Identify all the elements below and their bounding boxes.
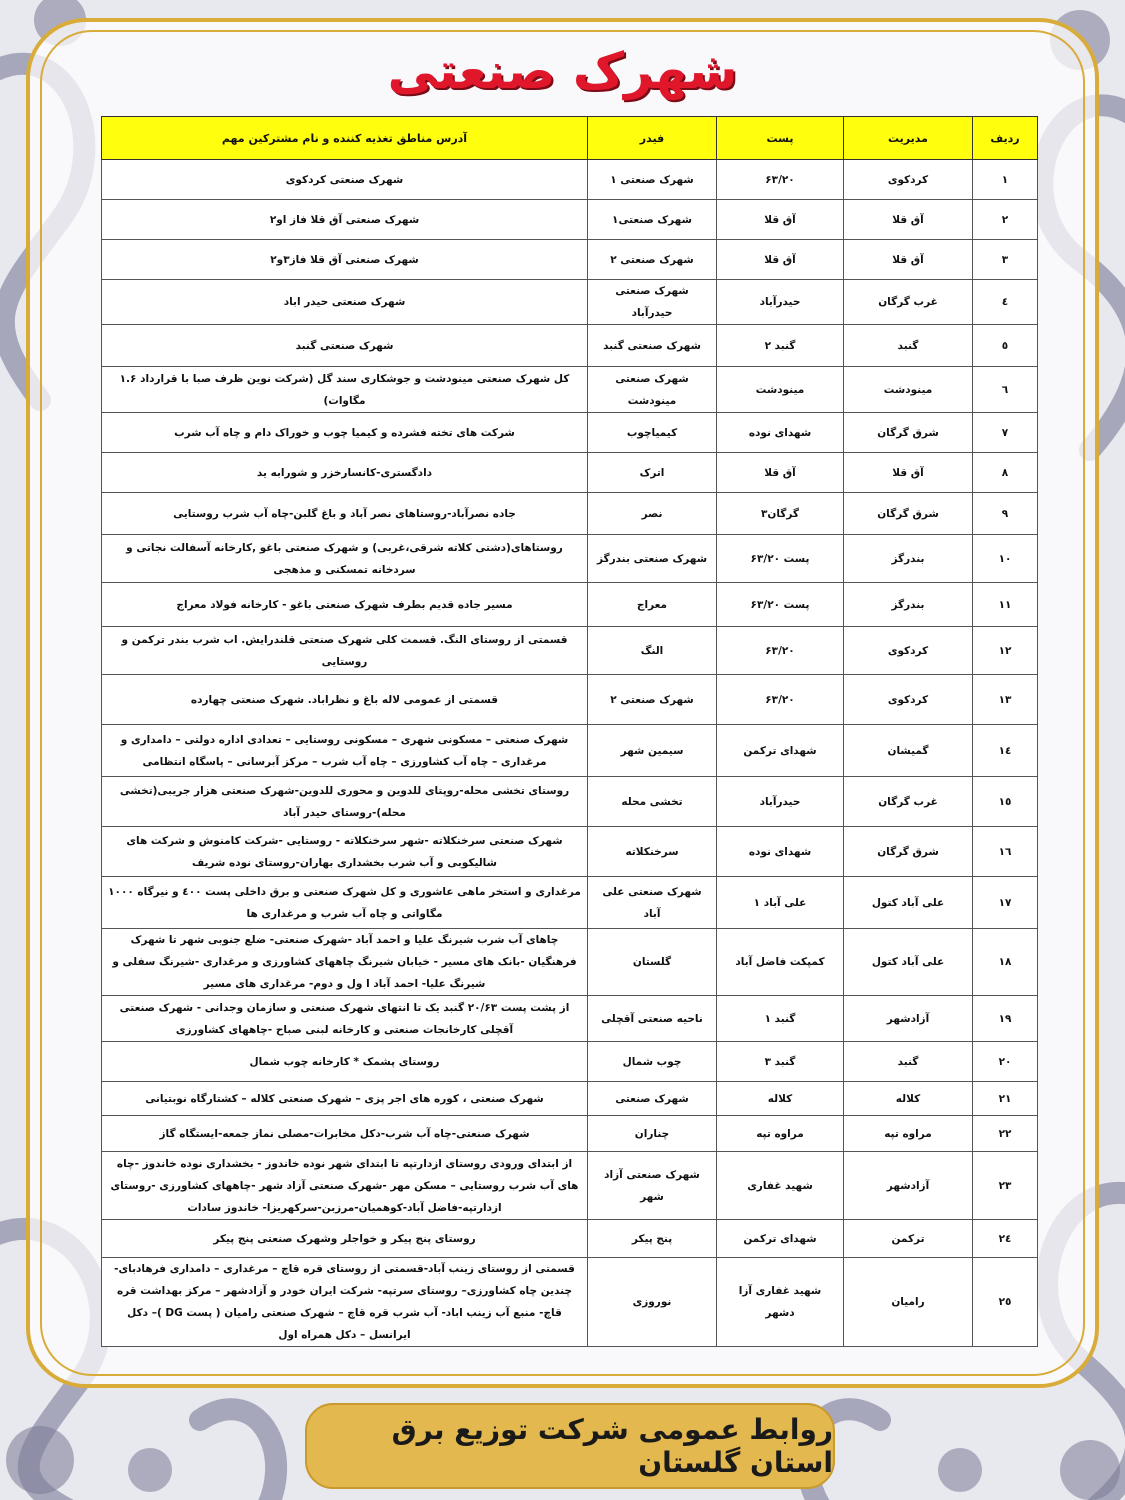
post-cell: ۶۳/۲۰: [717, 675, 844, 725]
feeder-cell: نصر: [588, 493, 717, 535]
management-cell: غرب گرگان: [844, 777, 973, 827]
table-row: [102, 1220, 1038, 1258]
table-row: [102, 493, 1038, 535]
address-cell: مسیر جاده قدیم بطرف شهرک صنعتی باغو - کارخانه فولاد معراج: [102, 583, 588, 627]
post-cell: علی آباد ۱: [717, 877, 844, 929]
table-row: [102, 929, 1038, 996]
post-cell: پست ۶۳/۲۰: [717, 535, 844, 583]
post-cell: آق قلا: [717, 200, 844, 240]
post-cell: گنبد ۲: [717, 325, 844, 367]
row-number-cell: ٢٠: [973, 1042, 1038, 1082]
substations-table: [101, 116, 1038, 1347]
feeder-cell: شهرک صنعتی علی آباد: [588, 877, 717, 929]
feeder-cell: شهرک صنعتی بندرگز: [588, 535, 717, 583]
management-cell: شرق گرگان: [844, 493, 973, 535]
management-cell: شرق گرگان: [844, 413, 973, 453]
post-cell: پست ۶۳/۲۰: [717, 583, 844, 627]
management-cell: آق قلا: [844, 240, 973, 280]
header-post: پست: [717, 117, 844, 160]
post-cell: شهدای نوده: [717, 413, 844, 453]
post-cell: مراوه تپه: [717, 1116, 844, 1152]
management-cell: آزادشهر: [844, 1152, 973, 1220]
address-cell: جاده نصرآباد-روستاهای نصر آباد و باغ گلبن-چاه آب شرب روستایی: [102, 493, 588, 535]
row-number-cell: ١٩: [973, 996, 1038, 1042]
table-row: [102, 535, 1038, 583]
management-cell: رامیان: [844, 1258, 973, 1347]
row-number-cell: ٢: [973, 200, 1038, 240]
feeder-cell: سیمین شهر: [588, 725, 717, 777]
header-address: آدرس مناطق تغذیه کننده و نام مشترکین مهم: [102, 117, 588, 160]
row-number-cell: ٨: [973, 453, 1038, 493]
address-cell: شهرک صنعتی – مسکونی شهری – مسکونی روستایی – تعدادی اداره دولتی – دامداری و مرغداری – چاه آب کشاورزی – چاه آب شرب – مرکز آبرسانی – پاسگاه انتظامی: [102, 725, 588, 777]
row-number-cell: ١٥: [973, 777, 1038, 827]
table-row: [102, 725, 1038, 777]
address-cell: شهرک صنعتی کردکوی: [102, 160, 588, 200]
management-cell: بندرگز: [844, 583, 973, 627]
row-number-cell: ١٦: [973, 827, 1038, 877]
address-cell: شرکت های تخته فشرده و کیمیا چوب و خوراک دام و چاه آب شرب: [102, 413, 588, 453]
table-row: [102, 200, 1038, 240]
address-cell: دادگستری-کانسارخزر و شورابه ید: [102, 453, 588, 493]
post-cell: شهدای نوده: [717, 827, 844, 877]
feeder-cell: چوب شمال: [588, 1042, 717, 1082]
row-number-cell: ٧: [973, 413, 1038, 453]
post-cell: کلاله: [717, 1082, 844, 1116]
address-cell: مرغداری و استخر ماهی عاشوری و کل شهرک صنعتی و برق داخلی پست ٤٠٠ و نیرگاه ١٠٠٠ مگاواتی و چاه آب شرب و مرغداری ها: [102, 877, 588, 929]
post-cell: کمپکت فاضل آباد: [717, 929, 844, 996]
management-cell: کلاله: [844, 1082, 973, 1116]
table-row: [102, 583, 1038, 627]
feeder-cell: شهرک صنعتی: [588, 1082, 717, 1116]
feeder-cell: شهرک صنعتی مینودشت: [588, 367, 717, 413]
feeder-cell: سرخنکلاته: [588, 827, 717, 877]
table-row: [102, 280, 1038, 325]
post-cell: شهدای ترکمن: [717, 725, 844, 777]
row-number-cell: ١٢: [973, 627, 1038, 675]
address-cell: از پشت پست ۲۰/۶۳ گنبد یک تا انتهای شهرک صنعتی و سازمان وجدانی - شهرک صنعتی آقچلی کارخانجات صنعتی و کارخانه لبنی صباح -چاههای کشاورزی: [102, 996, 588, 1042]
feeder-cell: کیمیاچوب: [588, 413, 717, 453]
address-cell: شهرک صنعتی سرخنکلاته -شهر سرخنکلاته - روستایی -شرکت کامنوش و شرکت های شالیکوبی و آب شرب بخشداری بهاران-روستای نوده شریف: [102, 827, 588, 877]
row-number-cell: ١٣: [973, 675, 1038, 725]
post-cell: حیدرآباد: [717, 280, 844, 325]
table-row: [102, 160, 1038, 200]
row-number-cell: ٩: [973, 493, 1038, 535]
row-number-cell: ٢٣: [973, 1152, 1038, 1220]
table-row: [102, 827, 1038, 877]
row-number-cell: ٤: [973, 280, 1038, 325]
feeder-cell: معراج: [588, 583, 717, 627]
row-number-cell: ٢٢: [973, 1116, 1038, 1152]
address-cell: شهرک صنعتی ، کوره های اجر پزی – شهرک صنعتی کلاله – کشتارگاه نوبتیانی: [102, 1082, 588, 1116]
table-row: [102, 1082, 1038, 1116]
row-number-cell: ١٨: [973, 929, 1038, 996]
row-number-cell: ٥: [973, 325, 1038, 367]
feeder-cell: النگ: [588, 627, 717, 675]
address-cell: چاهای آب شرب شیرنگ علیا و احمد آباد -شهرک صنعتی- ضلع جنوبی شهر تا شهرک فرهنگیان -بانک های مسیر - خیابان شیرنگ چاههای کشاورزی و مرغداری -شیرنگ سفلی و شیرنگ علیا- احمد آباد ا ول و دوم- مرغداری های مسیر: [102, 929, 588, 996]
address-cell: قسمتی از عمومی لاله باغ و نظراباد. شهرک صنعتی چهارده: [102, 675, 588, 725]
table-row: [102, 453, 1038, 493]
feeder-cell: تخشی محله: [588, 777, 717, 827]
management-cell: بندرگز: [844, 535, 973, 583]
row-number-cell: ٣: [973, 240, 1038, 280]
post-cell: شهید غفاری آزا دشهر: [717, 1258, 844, 1347]
header-feeder: فیدر: [588, 117, 717, 160]
management-cell: مراوه تپه: [844, 1116, 973, 1152]
management-cell: گنبد: [844, 325, 973, 367]
table-row: [102, 413, 1038, 453]
post-cell: گرگان۳: [717, 493, 844, 535]
feeder-cell: چناران: [588, 1116, 717, 1152]
management-cell: علی آباد کتول: [844, 877, 973, 929]
table-row: [102, 1152, 1038, 1220]
management-cell: غرب گرگان: [844, 280, 973, 325]
row-number-cell: ١٤: [973, 725, 1038, 777]
address-cell: روستای تخشی محله-روپتای للدوین و محوری للدوین-شهرک صنعتی هزار جریبی(تخشی محله)-روستای حیدر آباد: [102, 777, 588, 827]
table-row: [102, 996, 1038, 1042]
feeder-cell: شهرک صنعتی۱: [588, 200, 717, 240]
table-row: [102, 877, 1038, 929]
address-cell: از ابتدای ورودی روستای ازدارتپه تا ابتدای شهر نوده خاندوز - بخشداری نوده خاندوز -چاه های آب شرب روستایی – مسکن مهر -شهرک صنعتی آزاد شهر -چاههای کشاورزی -روستای ازدارتپه-فاضل آباد-کوهمیان-مرزبن-سرکهریزا- خاندوز سادات: [102, 1152, 588, 1220]
table-row: [102, 1258, 1038, 1347]
table-row: [102, 325, 1038, 367]
address-cell: شهرک صنعتی گنبد: [102, 325, 588, 367]
feeder-cell: پنج پیکر: [588, 1220, 717, 1258]
management-cell: شرق گرگان: [844, 827, 973, 877]
table-row: [102, 367, 1038, 413]
feeder-cell: شهرک صنعتی ۲: [588, 675, 717, 725]
row-number-cell: ١١: [973, 583, 1038, 627]
post-cell: گنبد ۱: [717, 996, 844, 1042]
page-title: شهرک صنعتی: [387, 42, 738, 100]
post-cell: آق قلا: [717, 453, 844, 493]
feeder-cell: گلستان: [588, 929, 717, 996]
address-cell: روستای پنج پیکر و خواجلر وشهرک صنعتی پنج پیکر: [102, 1220, 588, 1258]
address-cell: قسمتی از روستای النگ. قسمت کلی شهرک صنعتی قلندرایش. اب شرب بندر ترکمن و روستایی: [102, 627, 588, 675]
header-management: مدیریت: [844, 117, 973, 160]
post-cell: آق قلا: [717, 240, 844, 280]
post-cell: شهدای ترکمن: [717, 1220, 844, 1258]
feeder-cell: شهرک صنعتی ۲: [588, 240, 717, 280]
address-cell: کل شهرک صنعتی مینودشت و جوشکاری سند گل (شرکت نوین ظرف صبا با قرارداد ۱.۶ مگاوات): [102, 367, 588, 413]
address-cell: شهرک صنعتی-چاه آب شرب-دکل مخابرات-مصلی نماز جمعه-ایستگاه گاز: [102, 1116, 588, 1152]
post-cell: گنبد ۳: [717, 1042, 844, 1082]
address-cell: شهرک صنعتی آق قلا فاز او۲: [102, 200, 588, 240]
post-cell: حیدرآباد: [717, 777, 844, 827]
management-cell: علی آباد کتول: [844, 929, 973, 996]
footer-text: روابط عمومی شرکت توزیع برق استان گلستان: [391, 1413, 833, 1479]
table-row: [102, 240, 1038, 280]
management-cell: گمیشان: [844, 725, 973, 777]
feeder-cell: اترک: [588, 453, 717, 493]
management-cell: آق قلا: [844, 200, 973, 240]
table-header-row: [102, 117, 1038, 160]
post-cell: مینودشت: [717, 367, 844, 413]
feeder-cell: ناحیه صنعتی آقچلی: [588, 996, 717, 1042]
management-cell: کردکوی: [844, 627, 973, 675]
management-cell: کردکوی: [844, 675, 973, 725]
row-number-cell: ١٧: [973, 877, 1038, 929]
table-row: [102, 627, 1038, 675]
table-body: [102, 160, 1038, 1347]
table-row: [102, 1042, 1038, 1082]
row-number-cell: ٢٥: [973, 1258, 1038, 1347]
feeder-cell: نوروزی: [588, 1258, 717, 1347]
address-cell: روستاهای(دشتی کلاته شرقی،غربی) و شهرک صنعتی باغو ,کارخانه آسفالت نجاتی و سردخانه تمسکنی و مذهجی: [102, 535, 588, 583]
row-number-cell: ١٠: [973, 535, 1038, 583]
row-number-cell: ٢٤: [973, 1220, 1038, 1258]
footer-banner: [305, 1403, 835, 1489]
row-number-cell: ١: [973, 160, 1038, 200]
table-row: [102, 777, 1038, 827]
row-number-cell: ٢١: [973, 1082, 1038, 1116]
address-cell: شهرک صنعتی آق قلا فاز۳و۲: [102, 240, 588, 280]
management-cell: آق قلا: [844, 453, 973, 493]
management-cell: ترکمن: [844, 1220, 973, 1258]
post-cell: ۶۳/۲۰: [717, 160, 844, 200]
feeder-cell: شهرک صنعتی ۱: [588, 160, 717, 200]
management-cell: کردکوی: [844, 160, 973, 200]
header-row-number: ردیف: [973, 117, 1038, 160]
management-cell: مینودشت: [844, 367, 973, 413]
table-row: [102, 675, 1038, 725]
management-cell: گنبد: [844, 1042, 973, 1082]
address-cell: قسمتی از روستای زینب آباد-قسمتی از روستای قره قاچ – مرغداری – دامداری فرهادبای- چندین چاه کشاورزی– روستای سرتپه- شرکت ایران خودر و آزادشهر – مرکز بهداشت قره قاچ- منبع آب زینب اباد- آب شرب قره قاچ – شهرک صنعتی رامیان ( پست DG )– دکل ایرانسل – دکل همراه اول: [102, 1258, 588, 1347]
row-number-cell: ٦: [973, 367, 1038, 413]
feeder-cell: شهرک صنعتی گنبد: [588, 325, 717, 367]
management-cell: آزادشهر: [844, 996, 973, 1042]
post-cell: ۶۳/۲۰: [717, 627, 844, 675]
feeder-cell: شهرک صنعتی حیدرآباد: [588, 280, 717, 325]
address-cell: شهرک صنعتی حیدر اباد: [102, 280, 588, 325]
address-cell: روستای پشمک * کارخانه چوب شمال: [102, 1042, 588, 1082]
feeder-cell: شهرک صنعتی آزاد شهر: [588, 1152, 717, 1220]
table-row: [102, 1116, 1038, 1152]
post-cell: شهید غفاری: [717, 1152, 844, 1220]
